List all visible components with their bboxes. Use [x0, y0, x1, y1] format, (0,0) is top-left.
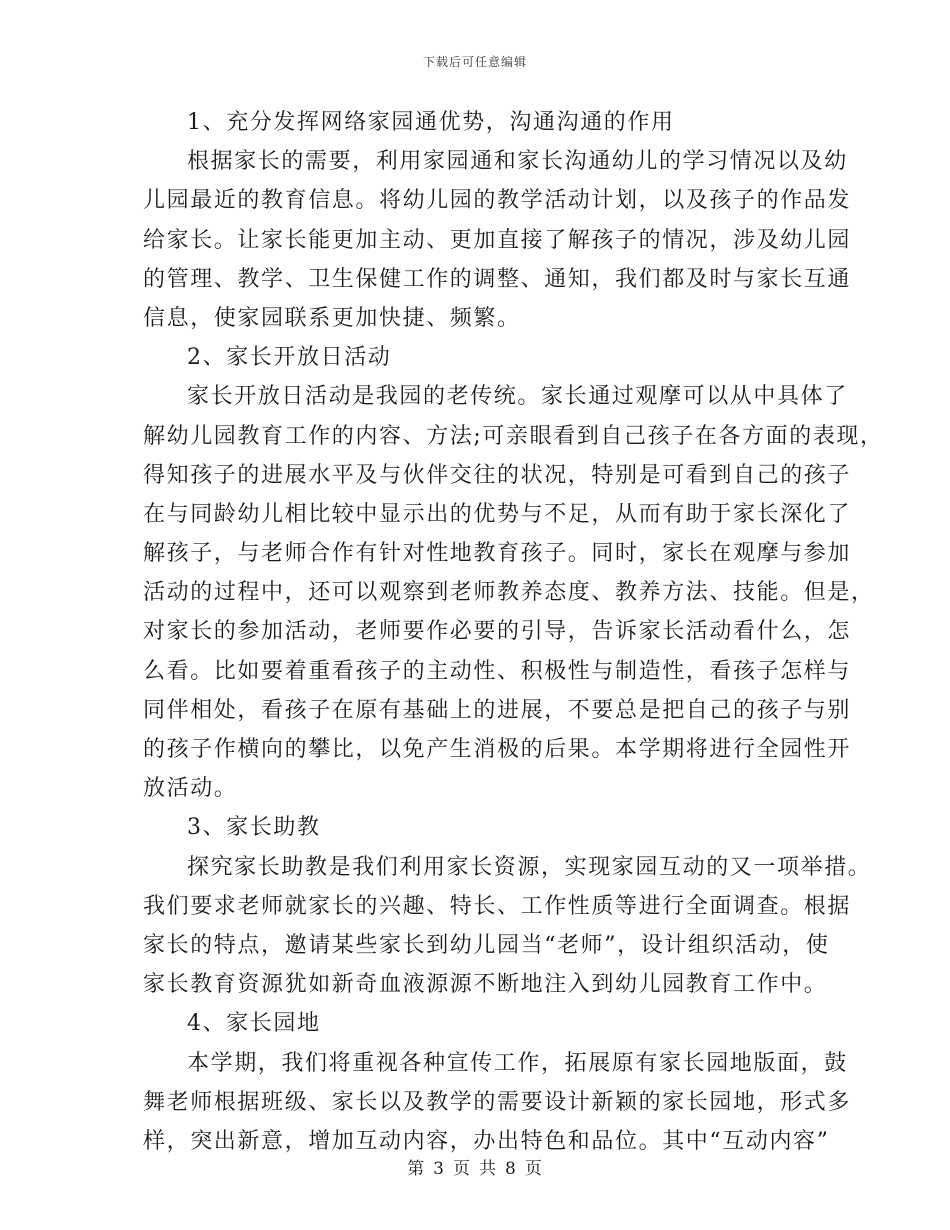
text-line: 根据家长的需要，利用家园通和家长沟通幼儿的学习情况以及幼 [187, 149, 848, 175]
text-line: 解孩子，与老师合作有针对性地教育孩子。同时，家长在观摩与参加 [143, 541, 852, 567]
text-line: 得知孩子的进展水平及与伙伴交往的状况，特别是可看到自己的孩子 [143, 462, 852, 488]
text-line: 在与同龄幼儿相比较中显示出的优势与不足，从而有助于家长深化了 [143, 501, 852, 527]
text-line: 给家长。让家长能更加主动、更加直接了解孩子的情况，涉及幼儿园 [143, 227, 852, 253]
text-line: 3、家长助教 [187, 815, 321, 841]
text-line: 活动的过程中，还可以观察到老师教养态度、教养方法、技能。但是， [143, 580, 875, 606]
text-line: 的孩子作横向的攀比，以免产生消极的后果。本学期将进行全园性开 [143, 737, 852, 762]
text-line: 解幼儿园教育工作的内容、方法;可亲眼看到自己孩子在各方面的表现， [143, 423, 884, 449]
footer-total-pages: 8 [505, 1159, 517, 1179]
header-note: 下载后可任意编辑 [422, 55, 527, 69]
text-line: 的管理、教学、卫生保健工作的调整、通知，我们都及时与家长互通 [143, 266, 852, 292]
text-line: 本学期，我们将重视各种宣传工作，拓展原有家长园地版面，鼓 [187, 1050, 848, 1076]
footer-label-total: 共 [479, 1159, 497, 1179]
text-line: 家长的特点，邀请某些家长到幼儿园当“老师”，设计组织活动，使 [143, 932, 830, 958]
footer-label-page-unit: 页 [453, 1159, 471, 1179]
text-line: 对家长的参加活动，老师要作必要的引导，告诉家长活动看什么，怎 [143, 619, 852, 645]
text-line: 探究家长助教是我们利用家长资源，实现家园互动的又一项举措。 [187, 854, 872, 880]
text-line: 信息，使家园联系更加快捷、频繁。 [143, 305, 521, 331]
footer-label-page: 第 [407, 1159, 426, 1179]
text-line: 我们要求老师就家长的兴趣、特长、工作性质等进行全面调查。根据 [143, 893, 852, 919]
text-line: 2、家长开放日活动 [187, 345, 392, 371]
text-line: 4、家长园地 [187, 1011, 321, 1037]
text-line: 1、充分发挥网络家园通优势，沟通沟通的作用 [187, 110, 675, 135]
footer-current-page: 3 [433, 1159, 445, 1179]
text-line: 家长教育资源犹如新奇血液源源不断地注入到幼儿园教育工作中。 [143, 972, 828, 998]
text-line: 放活动。 [143, 776, 238, 802]
text-line: 家长开放日活动是我园的老传统。家长通过观摩可以从中具体了 [187, 384, 848, 410]
text-line: 同伴相处，看孩子在原有基础上的进展，不要总是把自己的孩子与别 [143, 697, 852, 723]
text-line: 么看。比如要着重看孩子的主动性、积极性与制造性，看孩子怎样与 [143, 658, 852, 684]
text-line: 样，突出新意，增加互动内容，办出特色和品位。其中“互动内容” [143, 1128, 830, 1154]
body-text [143, 103, 884, 1161]
page-footer [0, 1154, 950, 1179]
footer-label-total-unit: 页 [524, 1159, 543, 1179]
text-line: 儿园最近的教育信息。将幼儿园的教学活动计划，以及孩子的作品发 [143, 188, 852, 214]
text-line: 舞老师根据班级、家长以及教学的需要设计新颖的家长园地，形式多 [143, 1089, 852, 1115]
